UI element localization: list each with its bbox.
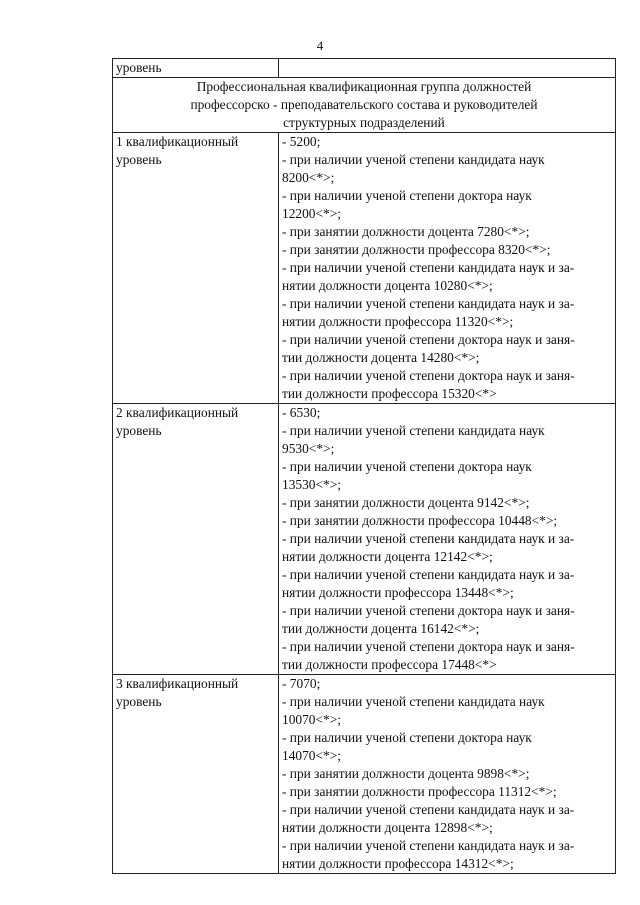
salary-line: тии должности доцента 16142<*>;: [282, 621, 480, 636]
salary-line: - при наличии ученой степени кандидата наук и за-: [282, 296, 575, 311]
salary-line: 12200<*>;: [282, 206, 341, 221]
level-line: 2 квалификационный: [116, 405, 239, 420]
salary-line: - 7070;: [282, 676, 321, 691]
salary-line: - при наличии ученой степени кандидата наук и за-: [282, 838, 575, 853]
salary-line: - при занятии должности доцента 7280<*>;: [282, 224, 530, 239]
group-header: [113, 78, 616, 133]
salary-line: - при занятии должности доцента 9142<*>;: [282, 495, 530, 510]
group-header-line: Профессиональная квалификационная группа должностей: [196, 79, 532, 94]
salary-line: - при наличии ученой степени доктора наук: [282, 188, 532, 203]
level-line: уровень: [116, 423, 162, 438]
group-header-line: структурных подразделений: [283, 115, 445, 130]
salary-line: 14070<*>;: [282, 748, 341, 763]
table-row-continuation: [113, 59, 616, 78]
level-line: уровень: [116, 694, 162, 709]
salary-line: нятии должности доцента 12898<*>;: [282, 820, 493, 835]
salary-line: - при наличии ученой степени кандидата наук и за-: [282, 531, 575, 546]
salary-line: - при наличии ученой степени кандидата наук: [282, 423, 545, 438]
salary-line: - при наличии ученой степени доктора наук и заня-: [282, 332, 575, 347]
salary-line: - при наличии ученой степени доктора наук и заня-: [282, 639, 575, 654]
salary-line: - при наличии ученой степени доктора наук: [282, 459, 532, 474]
level-line: 3 квалификационный: [116, 676, 239, 691]
salary-cell: [279, 133, 616, 404]
salary-line: нятии должности профессора 13448<*>;: [282, 585, 514, 600]
salary-line: - при занятии должности профессора 11312<*>;: [282, 784, 557, 799]
table-row: [113, 133, 616, 404]
table-row: [113, 675, 616, 874]
salary-line: нятии должности доцента 10280<*>;: [282, 278, 493, 293]
salary-line: - при наличии ученой степени доктора наук и заня-: [282, 603, 575, 618]
salary-line: 8200<*>;: [282, 170, 335, 185]
salary-line: нятии должности профессора 14312<*>;: [282, 856, 514, 871]
salary-line: - при наличии ученой степени кандидата наук и за-: [282, 260, 575, 275]
level-line: 1 квалификационный: [116, 134, 239, 149]
level-cell: уровень: [113, 59, 279, 78]
salary-line: - 6530;: [282, 405, 321, 420]
table-row: [113, 404, 616, 675]
salary-line: 9530<*>;: [282, 441, 335, 456]
salary-line: - при наличии ученой степени кандидата наук и за-: [282, 802, 575, 817]
salary-line: - при занятии должности профессора 8320<*>;: [282, 242, 551, 257]
salary-line: - при занятии должности доцента 9898<*>;: [282, 766, 530, 781]
salary-line: 13530<*>;: [282, 477, 341, 492]
level-line: уровень: [116, 152, 162, 167]
level-cell: [113, 404, 279, 675]
salary-line: - 5200;: [282, 134, 321, 149]
salary-line: тии должности доцента 14280<*>;: [282, 350, 480, 365]
level-cell: [113, 675, 279, 874]
salary-cell: [279, 675, 616, 874]
empty-cell: [279, 59, 616, 78]
level-cell: [113, 133, 279, 404]
salary-line: - при наличии ученой степени кандидата наук и за-: [282, 567, 575, 582]
salary-table: [112, 58, 616, 874]
salary-line: нятии должности доцента 12142<*>;: [282, 549, 493, 564]
salary-line: - при наличии ученой степени доктора наук и заня-: [282, 368, 575, 383]
page-number: 4: [316, 38, 324, 53]
salary-line: - при наличии ученой степени кандидата наук: [282, 152, 545, 167]
salary-line: 10070<*>;: [282, 712, 341, 727]
table-row-group-header: [113, 78, 616, 133]
salary-line: - при наличии ученой степени доктора наук: [282, 730, 532, 745]
salary-line: тии должности профессора 17448<*>: [282, 657, 497, 672]
salary-line: - при занятии должности профессора 10448<*>;: [282, 513, 558, 528]
group-header-line: профессорско - преподавательского состава и руководителей: [190, 97, 538, 112]
salary-line: - при наличии ученой степени кандидата наук: [282, 694, 545, 709]
salary-cell: [279, 404, 616, 675]
salary-line: нятии должности профессора 11320<*>;: [282, 314, 514, 329]
salary-line: тии должности профессора 15320<*>: [282, 386, 497, 401]
